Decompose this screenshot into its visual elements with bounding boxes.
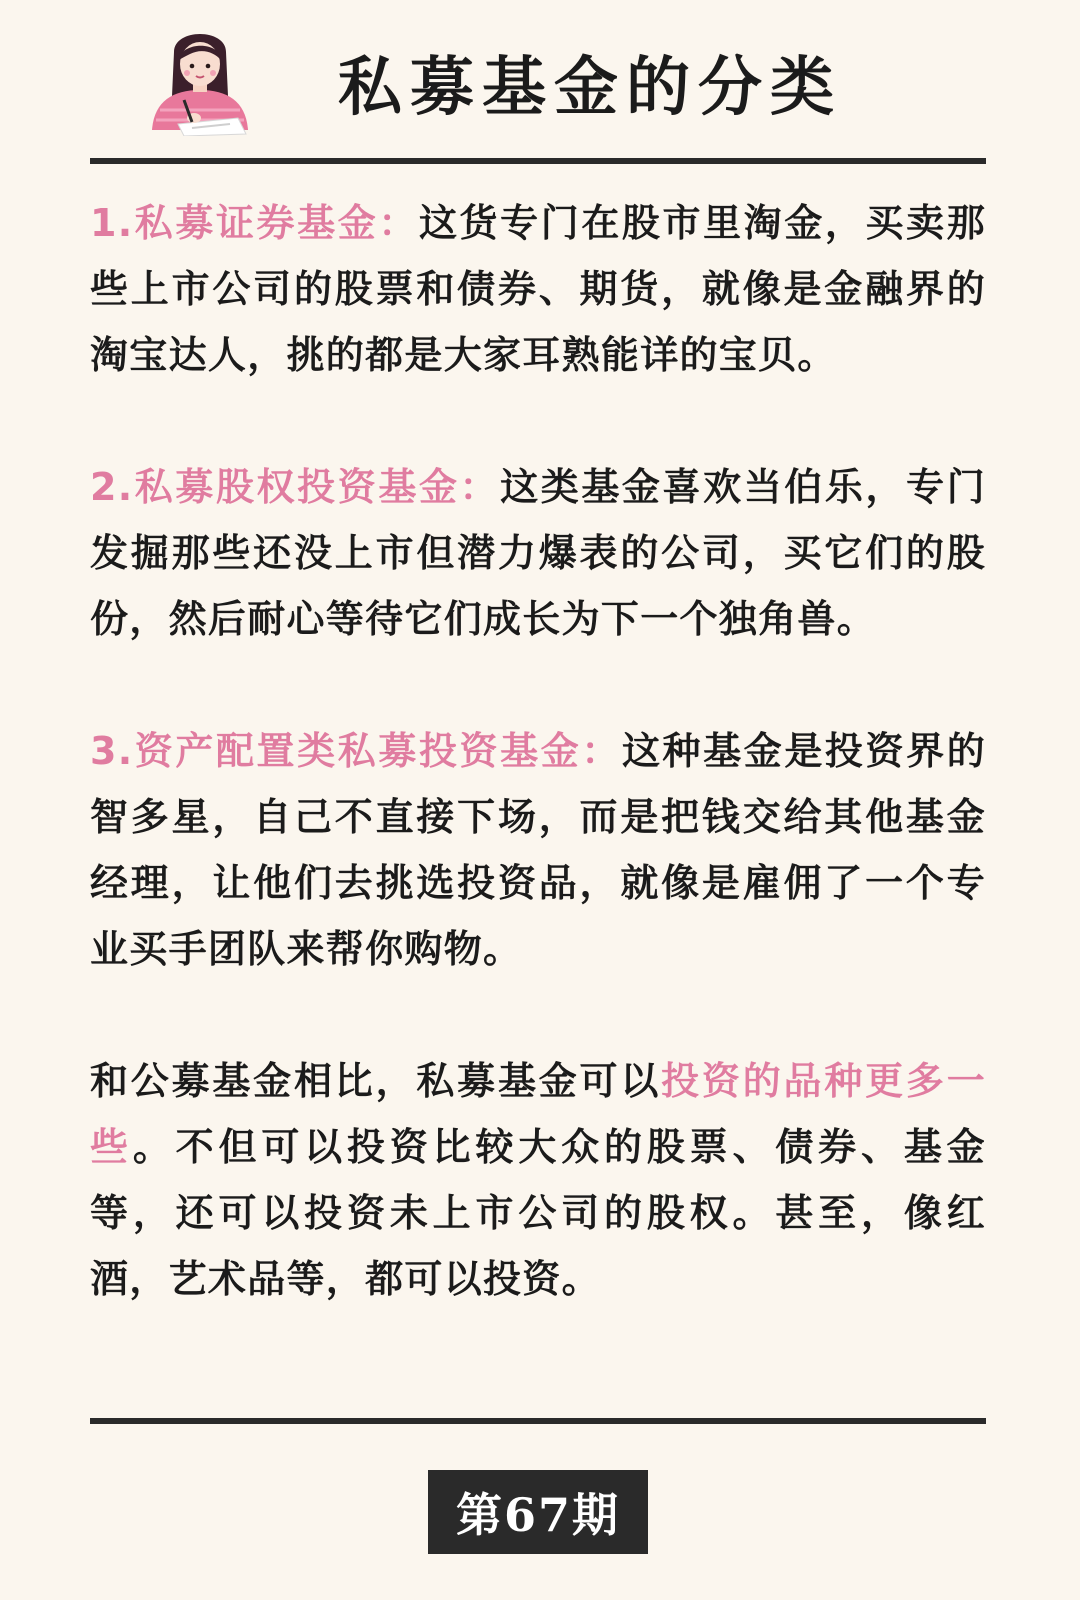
- summary-text-before: 和公募基金相比，私募基金可以: [90, 1059, 662, 1103]
- header: [0, 0, 1080, 170]
- summary-paragraph: [90, 1048, 986, 1312]
- bottom-divider: [90, 1418, 986, 1424]
- page-title: 私募基金的分类: [338, 51, 842, 125]
- summary-text-after: 。不但可以投资比较大众的股票、债券、基金等，还可以投资未上市公司的股权。甚至，像红酒，艺术品等，都可以投资。: [90, 1125, 986, 1301]
- section-equity-fund: [90, 454, 986, 652]
- section-asset-allocation-fund: [90, 718, 986, 982]
- section-text: 这种基金是投资界的智多星，自己不直接下场，而是把钱交给其他基金经理，让他们去挑选投资品，就像是雇佣了一个专业买手团队来帮你购物。: [90, 729, 987, 971]
- section-heading: 2.私募股权投资基金：: [90, 465, 501, 509]
- section-text: 这货专门在股市里淘金，买卖那些上市公司的股票和债券、期货，就像是金融界的淘宝达人，挑的都是大家耳熟能详的宝贝。: [90, 201, 987, 377]
- section-text: 这类基金喜欢当伯乐，专门发掘那些还没上市但潜力爆表的公司，买它们的股份，然后耐心等待它们成长为下一个独角兽。: [90, 465, 986, 641]
- article-body: [90, 190, 986, 1312]
- section-heading: 1.私募证券基金：: [90, 201, 419, 245]
- girl-writing-avatar-icon: [138, 18, 262, 136]
- summary-highlight: 投资的品种更多一些: [90, 1059, 987, 1169]
- top-divider: [90, 158, 986, 164]
- section-securities-fund: [90, 190, 986, 388]
- issue-badge: 第67期: [428, 1470, 648, 1554]
- section-heading: 3.资产配置类私募投资基金：: [90, 729, 622, 773]
